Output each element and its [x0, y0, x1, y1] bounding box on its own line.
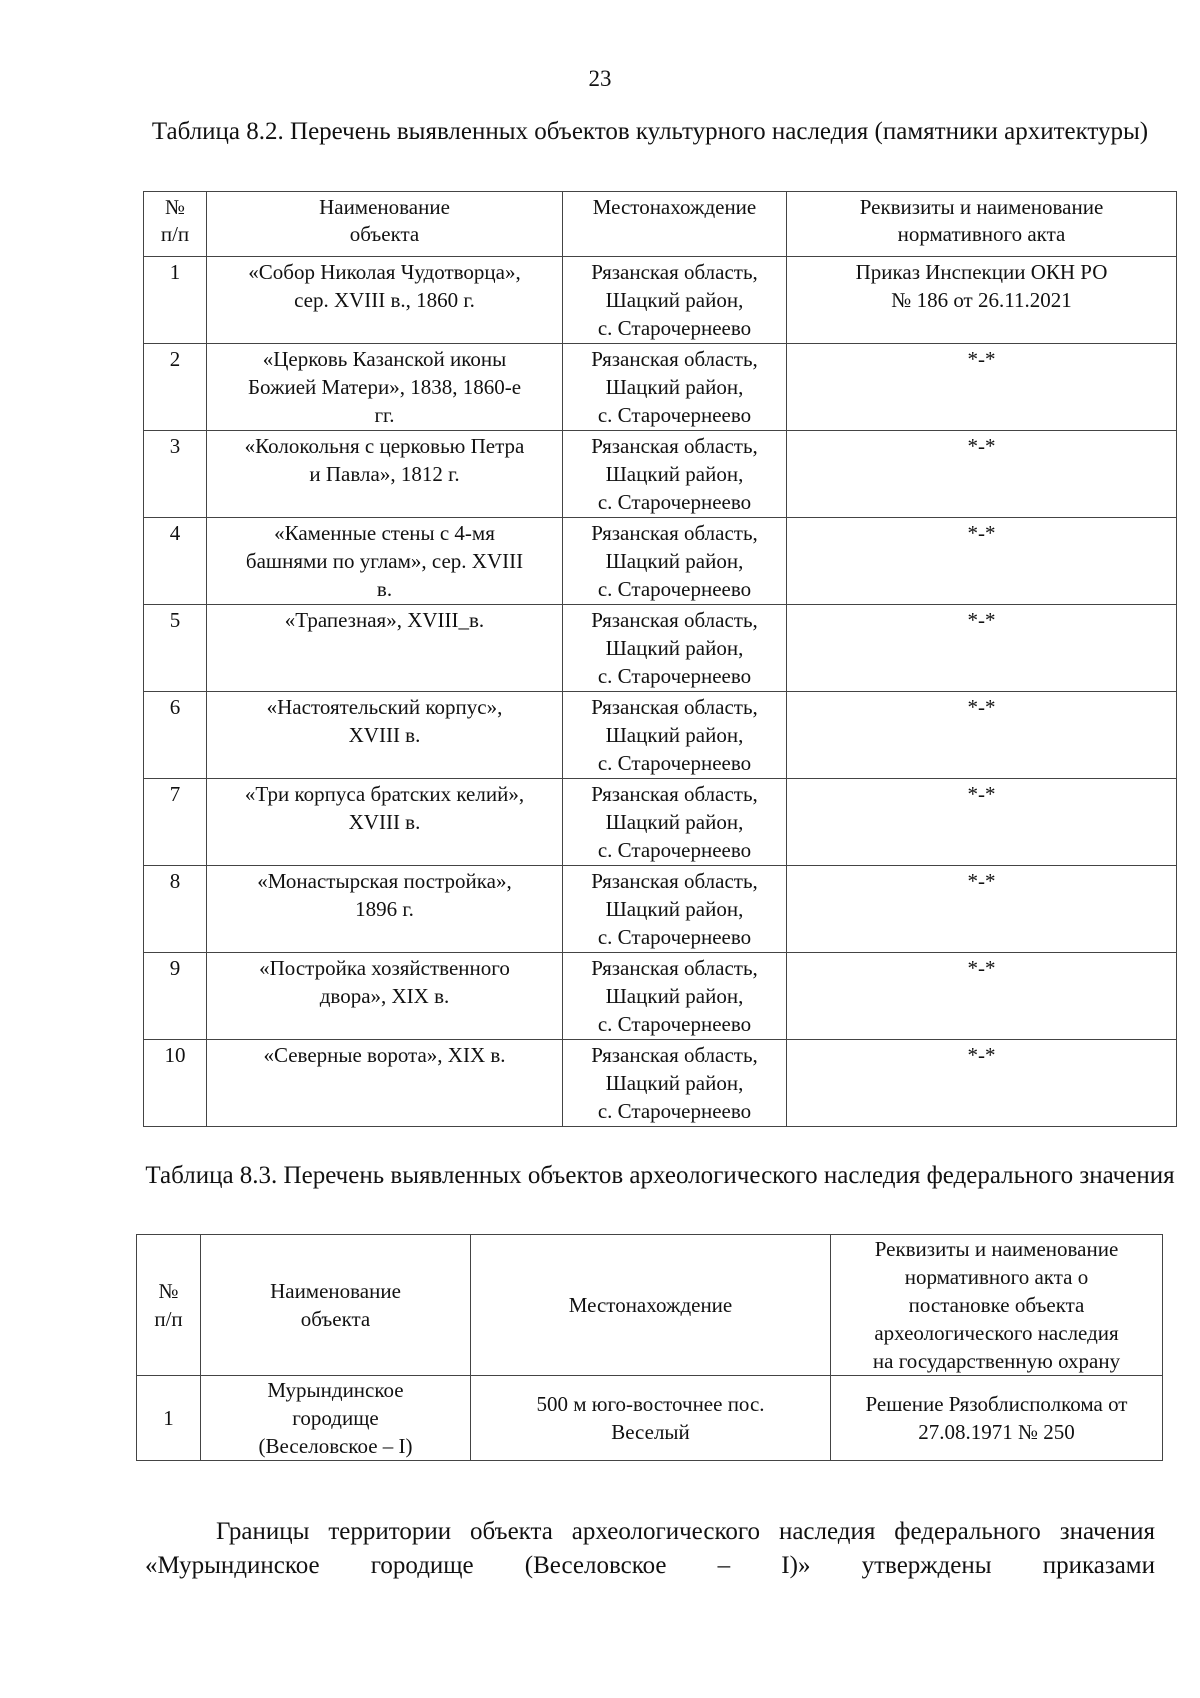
- cell-act: Решение Рязоблисполкома от 27.08.1971 № 250: [831, 1376, 1163, 1461]
- header-number: № п/п: [137, 1235, 201, 1376]
- cell-location: Рязанская область, Шацкий район, с. Старочернеево: [563, 605, 787, 692]
- cell-location: Рязанская область, Шацкий район, с. Старочернеево: [563, 1040, 787, 1127]
- cell-name: «Трапезная», XVIII_в.: [207, 605, 563, 692]
- table-row: [144, 1040, 1177, 1127]
- cell-name: «Северные ворота», XIX в.: [207, 1040, 563, 1127]
- cell-location: Рязанская область, Шацкий район, с. Старочернеево: [563, 779, 787, 866]
- cell-name: «Настоятельский корпус», XVIII в.: [207, 692, 563, 779]
- table-row: [137, 1376, 1163, 1461]
- table-row: [144, 866, 1177, 953]
- table-row: [144, 779, 1177, 866]
- table-row: [144, 431, 1177, 518]
- table-row: [144, 257, 1177, 344]
- cell-name: «Собор Николая Чудотворца», сер. XVIII в., 1860 г.: [207, 257, 563, 344]
- table-8-3: [136, 1234, 1163, 1461]
- cell-location: Рязанская область, Шацкий район, с. Старочернеево: [563, 257, 787, 344]
- cell-location: 500 м юго-восточнее пос. Веселый: [471, 1376, 831, 1461]
- cell-act: *-*: [787, 344, 1177, 431]
- table-row: [144, 344, 1177, 431]
- cell-number: 2: [144, 344, 207, 431]
- page-number: 23: [588, 66, 612, 91]
- cell-number: 1: [144, 257, 207, 344]
- cell-act: *-*: [787, 431, 1177, 518]
- table-row: [144, 692, 1177, 779]
- table-row: [144, 518, 1177, 605]
- table-header-row: [137, 1235, 1163, 1376]
- cell-number: 7: [144, 779, 207, 866]
- cell-name: «Каменные стены с 4-мя башнями по углам», сер. XVIII в.: [207, 518, 563, 605]
- table-8-2: [143, 191, 1177, 1127]
- cell-act: *-*: [787, 866, 1177, 953]
- cell-number: 3: [144, 431, 207, 518]
- cell-number: 6: [144, 692, 207, 779]
- table-row: [144, 953, 1177, 1040]
- table-8-2-caption: Таблица 8.2. Перечень выявленных объектов культурного наследия (памятники архитектуры): [151, 118, 1149, 145]
- cell-name: «Постройка хозяйственного двора», XIX в.: [207, 953, 563, 1040]
- header-name: Наименование объекта: [201, 1235, 471, 1376]
- cell-act: Приказ Инспекции ОКН РО № 186 от 26.11.2021: [787, 257, 1177, 344]
- header-location: Местонахождение: [563, 192, 787, 257]
- cell-name: «Монастырская постройка», 1896 г.: [207, 866, 563, 953]
- cell-number: 5: [144, 605, 207, 692]
- header-act: Реквизиты и наименование нормативного акта о постановке объекта археологического наследия на государственную охрану: [831, 1235, 1163, 1376]
- cell-act: *-*: [787, 779, 1177, 866]
- table-8-3-caption: Таблица 8.3. Перечень выявленных объектов археологического наследия федерального значения: [145, 1162, 1175, 1189]
- cell-act: *-*: [787, 1040, 1177, 1127]
- header-location: Местонахождение: [471, 1235, 831, 1376]
- cell-number: 1: [137, 1376, 201, 1461]
- header-name: Наименование объекта: [207, 192, 563, 257]
- header-act: Реквизиты и наименование нормативного акта: [787, 192, 1177, 257]
- cell-location: Рязанская область, Шацкий район, с. Старочернеево: [563, 518, 787, 605]
- cell-number: 4: [144, 518, 207, 605]
- table-header-row: [144, 192, 1177, 257]
- cell-location: Рязанская область, Шацкий район, с. Старочернеево: [563, 692, 787, 779]
- header-number: № п/п: [144, 192, 207, 257]
- cell-number: 8: [144, 866, 207, 953]
- cell-location: Рязанская область, Шацкий район, с. Старочернеево: [563, 866, 787, 953]
- cell-act: *-*: [787, 518, 1177, 605]
- cell-number: 9: [144, 953, 207, 1040]
- body-paragraph: Границы территории объекта археологического наследия федерального значения «Мурындинское городище (Веселовское – I)» утверждены приказами: [145, 1518, 1155, 1579]
- cell-number: 10: [144, 1040, 207, 1127]
- cell-name: «Колокольня с церковью Петра и Павла», 1812 г.: [207, 431, 563, 518]
- cell-location: Рязанская область, Шацкий район, с. Старочернеево: [563, 953, 787, 1040]
- cell-name: «Три корпуса братских келий», XVIII в.: [207, 779, 563, 866]
- cell-act: *-*: [787, 953, 1177, 1040]
- table-row: [144, 605, 1177, 692]
- cell-location: Рязанская область, Шацкий район, с. Старочернеево: [563, 431, 787, 518]
- cell-name: «Церковь Казанской иконы Божией Матери», 1838, 1860-е гг.: [207, 344, 563, 431]
- cell-name: Мурындинское городище (Веселовское – I): [201, 1376, 471, 1461]
- cell-location: Рязанская область, Шацкий район, с. Старочернеево: [563, 344, 787, 431]
- cell-act: *-*: [787, 605, 1177, 692]
- cell-act: *-*: [787, 692, 1177, 779]
